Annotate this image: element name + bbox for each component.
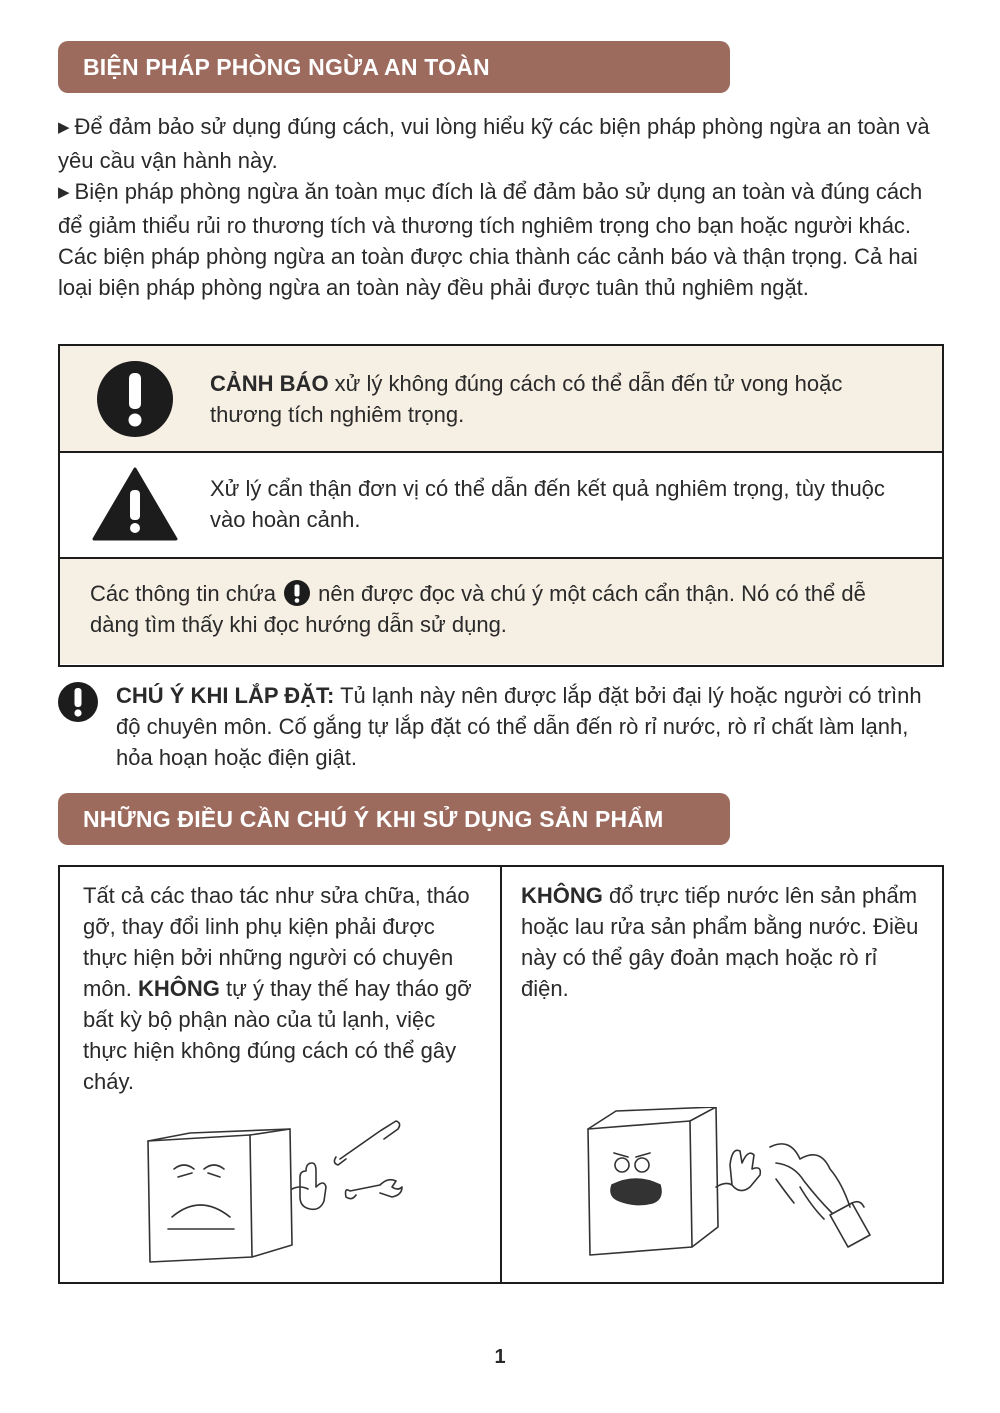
installation-note-text: CHÚ Ý KHI LẮP ĐẶT: Tủ lạnh này nên được lắp đặt bởi đại lý hoặc người có trình độ chuyên môn. Cố gắng tự lắp đặt có thể dẫn đến rò rỉ nước, rò rỉ chất làm lạnh, hỏa hoạn hoặc điện giật. — [116, 683, 922, 770]
caution-text: Xử lý cẩn thận đơn vị có thể dẫn đến kết quả nghiêm trọng, tùy thuộc vào hoàn cảnh. — [210, 476, 885, 532]
no-water-illustration — [580, 1107, 880, 1267]
info-text: Các thông tin chứa nên được đọc và chú ý một cách cẩn thận. Nó có thể dễ dàng tìm thấy khi đọc hướng dẫn sử dụng. — [90, 581, 866, 637]
info-row — [60, 559, 942, 664]
table-divider — [500, 867, 502, 1282]
triangle-bullet-icon: ▶ — [58, 184, 70, 201]
repair-warning-text: Tất cả các thao tác như sửa chữa, tháo gỡ, thay đổi linh phụ kiện phải được thực hiện bởi những người có chuyên môn. KHÔNG tự ý thay thế hay tháo gỡ bất kỳ bộ phận nào của tủ lạnh, việc thực hiện không đúng cách có thể gây cháy. — [83, 883, 472, 1094]
water-warning-text: KHÔNG đổ trực tiếp nước lên sản phẩm hoặc lau rửa sản phẩm bằng nước. Điều này có thể gây đoản mạch hoặc rò rỉ điện. — [521, 883, 919, 1001]
intro-text — [58, 111, 948, 303]
intro-paragraph-2: ▶ Biện pháp phòng ngừa ăn toàn mục đích là để đảm bảo sử dụng an toàn và đúng cách để giảm thiểu rủi ro thương tích và thương tích nghiêm trọng cho bạn hoặc người khác. Các biện pháp phòng ngừa an toàn được chia thành các cảnh báo và thận trọng. Cả hai loại biện pháp phòng ngừa an toàn này đều phải được tuân thủ nghiêm ngặt. — [58, 179, 923, 300]
exclamation-circle-icon — [58, 682, 98, 722]
no-disassembly-illustration — [140, 1117, 420, 1267]
warning-text: CẢNH BÁO xử lý không đúng cách có thể dẫn đến tử vong hoặc thương tích nghiêm trọng. — [210, 371, 843, 427]
caution-row — [60, 453, 942, 559]
exclamation-circle-icon — [284, 580, 310, 606]
triangle-bullet-icon: ▶ — [58, 119, 70, 136]
exclamation-circle-icon — [96, 360, 174, 438]
page-number: 1 — [494, 1346, 506, 1368]
safety-symbols-table — [58, 344, 944, 667]
section-title-usage: NHỮNG ĐIỀU CẦN CHÚ Ý KHI SỬ DỤNG SẢN PHẨM — [58, 793, 730, 845]
section-title-safety: BIỆN PHÁP PHÒNG NGỪA AN TOÀN — [58, 41, 730, 93]
usage-table — [58, 865, 944, 1284]
warning-triangle-icon — [92, 466, 178, 542]
intro-paragraph-1: ▶ Để đảm bảo sử dụng đúng cách, vui lòng hiểu kỹ các biện pháp phòng ngừa an toàn và yêu cầu vận hành này. — [58, 114, 930, 173]
warning-row — [60, 346, 942, 453]
